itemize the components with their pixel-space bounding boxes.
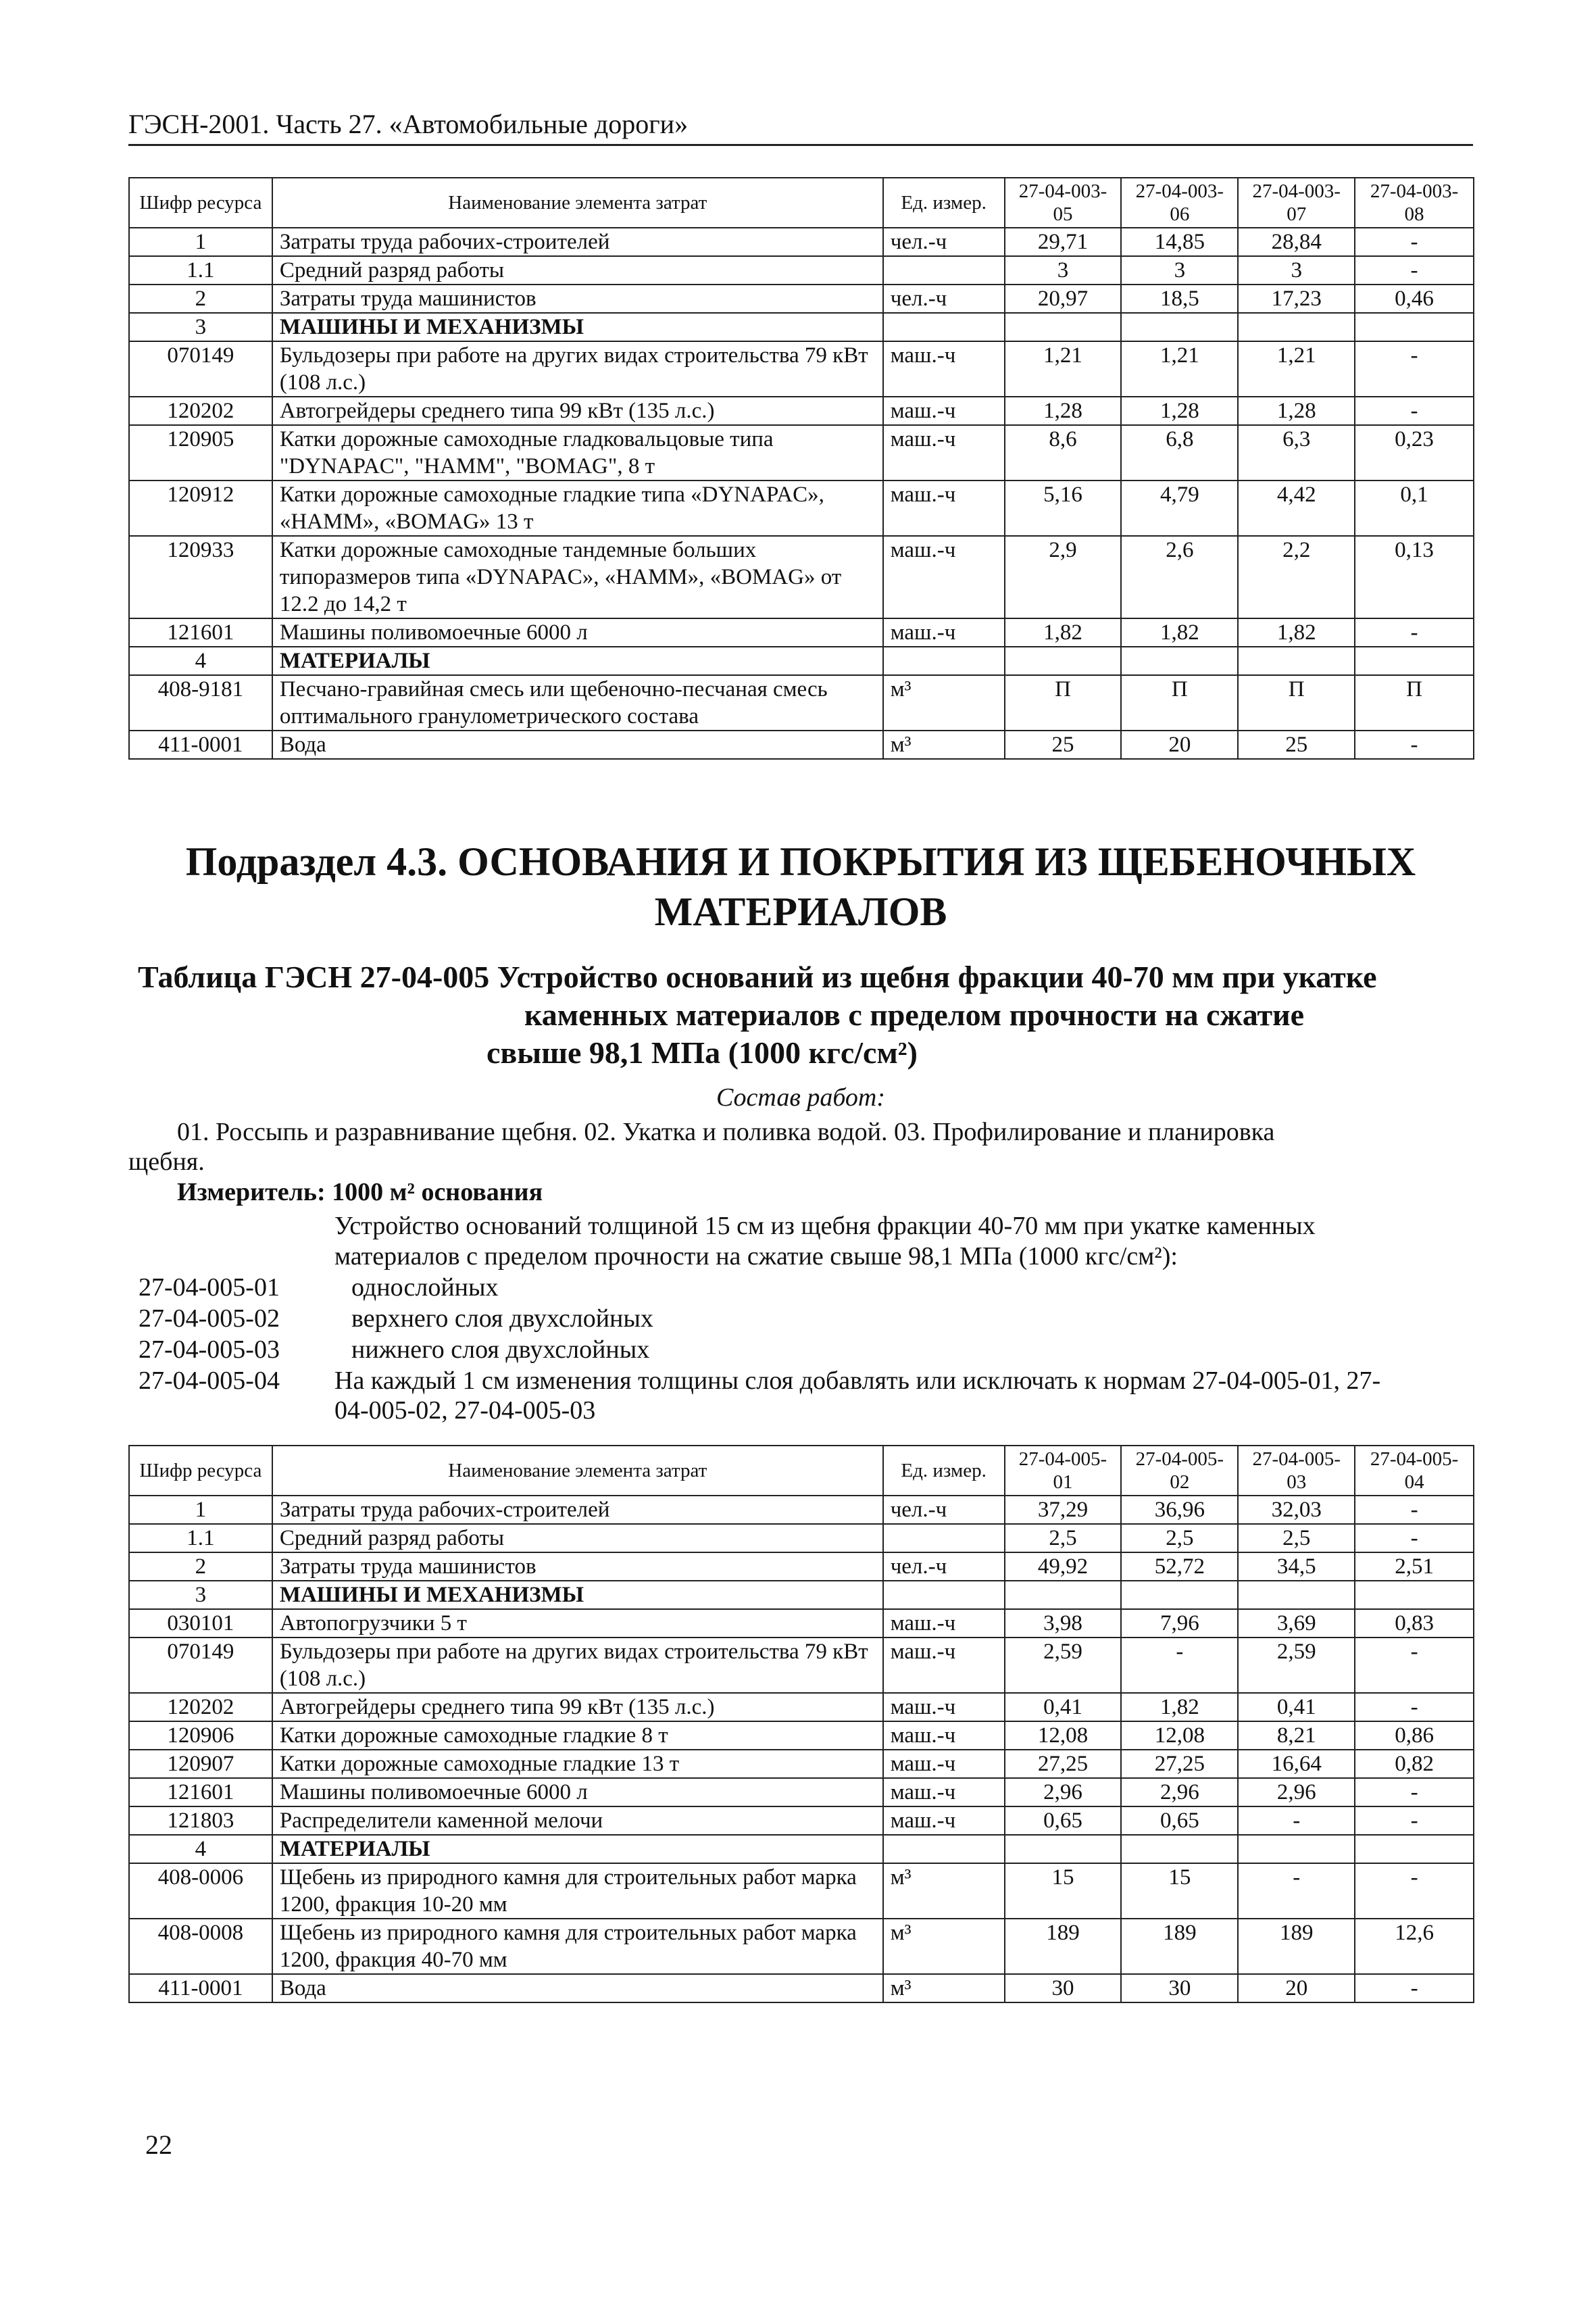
- row-value: 0,46: [1355, 285, 1474, 313]
- row-value: -: [1355, 1974, 1474, 2002]
- row-name: МАШИНЫ И МЕХАНИЗМЫ: [272, 1581, 883, 1609]
- table-row: [129, 1863, 1474, 1919]
- row-value: 3: [1005, 256, 1122, 285]
- row-code: 070149: [129, 341, 272, 397]
- row-value: 0,13: [1355, 536, 1474, 618]
- row-code: 2: [129, 285, 272, 313]
- row-value: 6,3: [1238, 425, 1355, 481]
- row-value: [1238, 647, 1355, 675]
- row-code: 1: [129, 1496, 272, 1524]
- subsection-title-line: Подраздел 4.3. ОСНОВАНИЯ И ПОКРЫТИЯ ИЗ ЩЕБЕНОЧНЫХ: [185, 839, 1416, 884]
- resource-table-27-04-003: [128, 177, 1474, 760]
- row-value: П: [1121, 675, 1238, 731]
- row-value: 2,96: [1238, 1778, 1355, 1806]
- row-name: Катки дорожные самоходные гладкие типа «DYNAPAC», «HAMM», «BOMAG» 13 т: [272, 481, 883, 536]
- row-unit: м³: [883, 731, 1005, 759]
- row-value: 7,96: [1121, 1609, 1238, 1638]
- table-row: [129, 1693, 1474, 1721]
- table-row: [129, 481, 1474, 536]
- works-text-line: щебня.: [128, 1148, 205, 1176]
- row-unit: маш.-ч: [883, 341, 1005, 397]
- col-header-name: Наименование элемента затрат: [272, 1446, 883, 1496]
- row-unit: маш.-ч: [883, 425, 1005, 481]
- row-code: 121601: [129, 618, 272, 647]
- row-value: 4,79: [1121, 481, 1238, 536]
- row-value: 3: [1238, 256, 1355, 285]
- row-name: Затраты труда машинистов: [272, 1552, 883, 1581]
- row-value: П: [1355, 675, 1474, 731]
- table-row: [129, 731, 1474, 759]
- row-value: 0,83: [1355, 1609, 1474, 1638]
- row-unit: м³: [883, 1919, 1005, 1974]
- measure-unit: Измеритель: 1000 м² основания: [177, 1178, 543, 1206]
- works-heading: Состав работ:: [716, 1083, 886, 1112]
- row-value: 25: [1238, 731, 1355, 759]
- row-value: 189: [1238, 1919, 1355, 1974]
- row-value: 32,03: [1238, 1496, 1355, 1524]
- row-code: 070149: [129, 1638, 272, 1693]
- row-value: 1,28: [1238, 397, 1355, 425]
- row-unit: [883, 647, 1005, 675]
- row-code: 408-0008: [129, 1919, 272, 1974]
- page-number: 22: [145, 2130, 172, 2160]
- table-row: [129, 228, 1474, 256]
- table-row: [129, 341, 1474, 397]
- row-value: 15: [1121, 1863, 1238, 1919]
- row-code: 121601: [129, 1778, 272, 1806]
- row-value: 1,82: [1238, 618, 1355, 647]
- row-value: 16,64: [1238, 1750, 1355, 1778]
- row-value: 1,28: [1121, 397, 1238, 425]
- row-code: 120202: [129, 397, 272, 425]
- row-name: Автогрейдеры среднего типа 99 кВт (135 л.с.): [272, 1693, 883, 1721]
- row-value: 189: [1005, 1919, 1122, 1974]
- row-value: -: [1355, 1524, 1474, 1552]
- table-row: [129, 1581, 1474, 1609]
- row-value: 1,82: [1121, 618, 1238, 647]
- row-value: 0,65: [1121, 1806, 1238, 1835]
- row-value: 12,6: [1355, 1919, 1474, 1974]
- row-value: -: [1355, 228, 1474, 256]
- row-value: -: [1355, 1693, 1474, 1721]
- resource-table-27-04-005: [128, 1445, 1474, 2003]
- row-value: 27,25: [1121, 1750, 1238, 1778]
- row-value: -: [1355, 1496, 1474, 1524]
- intro-line: Устройство оснований толщиной 15 см из щебня фракции 40-70 мм при укатке каменных: [334, 1212, 1316, 1240]
- row-value: 2,5: [1121, 1524, 1238, 1552]
- row-name: Средний разряд работы: [272, 1524, 883, 1552]
- row-name: Автогрейдеры среднего типа 99 кВт (135 л.с.): [272, 397, 883, 425]
- row-name: Бульдозеры при работе на других видах строительства 79 кВт (108 л.с.): [272, 1638, 883, 1693]
- row-unit: чел.-ч: [883, 1496, 1005, 1524]
- row-unit: чел.-ч: [883, 1552, 1005, 1581]
- table-row: [129, 1721, 1474, 1750]
- row-value: -: [1355, 256, 1474, 285]
- col-header-norm: 27-04-005-02: [1121, 1446, 1238, 1496]
- row-value: 0,86: [1355, 1721, 1474, 1750]
- row-value: -: [1355, 1778, 1474, 1806]
- row-unit: [883, 1524, 1005, 1552]
- works-text-line: 01. Россыпь и разравнивание щебня. 02. Укатка и поливка водой. 03. Профилирование и планировка: [177, 1118, 1275, 1146]
- row-value: 8,6: [1005, 425, 1122, 481]
- row-value: [1355, 647, 1474, 675]
- col-header-norm: 27-04-005-01: [1005, 1446, 1122, 1496]
- row-value: 0,41: [1238, 1693, 1355, 1721]
- row-value: 2,5: [1238, 1524, 1355, 1552]
- row-unit: маш.-ч: [883, 1638, 1005, 1693]
- row-value: [1005, 1835, 1122, 1863]
- row-code: 411-0001: [129, 731, 272, 759]
- row-value: [1005, 647, 1122, 675]
- row-code: 120906: [129, 1721, 272, 1750]
- row-code: 120933: [129, 536, 272, 618]
- row-code: 4: [129, 647, 272, 675]
- row-value: [1005, 313, 1122, 341]
- row-unit: маш.-ч: [883, 1778, 1005, 1806]
- row-value: П: [1005, 675, 1122, 731]
- row-value: 12,08: [1005, 1721, 1122, 1750]
- row-name: Вода: [272, 1974, 883, 2002]
- row-name: Затраты труда машинистов: [272, 285, 883, 313]
- table-row: [129, 1974, 1474, 2002]
- table-row: [129, 618, 1474, 647]
- col-header-unit: Ед. измер.: [883, 178, 1005, 228]
- row-value: [1355, 1835, 1474, 1863]
- row-name: Катки дорожные самоходные гладковальцовые типа "DYNAPAC", "HAMM", "BOMAG", 8 т: [272, 425, 883, 481]
- row-value: 2,59: [1238, 1638, 1355, 1693]
- table-row: [129, 1750, 1474, 1778]
- row-value: 12,08: [1121, 1721, 1238, 1750]
- row-unit: маш.-ч: [883, 1750, 1005, 1778]
- table-row: [129, 1552, 1474, 1581]
- row-value: -: [1355, 618, 1474, 647]
- row-value: [1121, 1581, 1238, 1609]
- col-header-code: Шифр ресурса: [129, 178, 272, 228]
- row-unit: м³: [883, 1863, 1005, 1919]
- row-value: 3,98: [1005, 1609, 1122, 1638]
- col-header-name: Наименование элемента затрат: [272, 178, 883, 228]
- row-value: 2,5: [1005, 1524, 1122, 1552]
- row-value: 18,5: [1121, 285, 1238, 313]
- row-value: -: [1355, 1638, 1474, 1693]
- row-value: [1005, 1581, 1122, 1609]
- row-unit: чел.-ч: [883, 285, 1005, 313]
- row-value: 2,59: [1005, 1638, 1122, 1693]
- row-value: 15: [1005, 1863, 1122, 1919]
- row-value: -: [1355, 397, 1474, 425]
- col-header-norm: 27-04-003-06: [1121, 178, 1238, 228]
- row-value: -: [1355, 731, 1474, 759]
- row-value: [1238, 1581, 1355, 1609]
- table-row: [129, 675, 1474, 731]
- row-value: 1,28: [1005, 397, 1122, 425]
- row-code: 411-0001: [129, 1974, 272, 2002]
- row-name: Распределители каменной мелочи: [272, 1806, 883, 1835]
- row-code: 408-0006: [129, 1863, 272, 1919]
- row-value: 49,92: [1005, 1552, 1122, 1581]
- table-title: [128, 958, 1473, 1072]
- row-value: 20: [1238, 1974, 1355, 2002]
- row-name: Затраты труда рабочих-строителей: [272, 1496, 883, 1524]
- row-code: 408-9181: [129, 675, 272, 731]
- row-unit: [883, 313, 1005, 341]
- table-row: [129, 1496, 1474, 1524]
- row-value: 25: [1005, 731, 1122, 759]
- row-value: 0,23: [1355, 425, 1474, 481]
- col-header-code: Шифр ресурса: [129, 1446, 272, 1496]
- row-value: П: [1238, 675, 1355, 731]
- row-unit: [883, 256, 1005, 285]
- table-row: [129, 1835, 1474, 1863]
- row-unit: м³: [883, 675, 1005, 731]
- row-name: Машины поливомоечные 6000 л: [272, 1778, 883, 1806]
- row-value: 1,21: [1005, 341, 1122, 397]
- subsection-title: [128, 837, 1473, 937]
- row-name: Катки дорожные самоходные гладкие 8 т: [272, 1721, 883, 1750]
- row-value: 0,82: [1355, 1750, 1474, 1778]
- row-code: 030101: [129, 1609, 272, 1638]
- row-value: 37,29: [1005, 1496, 1122, 1524]
- subsection-title-line: МАТЕРИАЛОВ: [654, 889, 947, 934]
- table-row: [129, 536, 1474, 618]
- row-unit: маш.-ч: [883, 1806, 1005, 1835]
- row-code: 3: [129, 1581, 272, 1609]
- row-code: 120912: [129, 481, 272, 536]
- row-code: 2: [129, 1552, 272, 1581]
- table-row: [129, 1778, 1474, 1806]
- norm-code: 27-04-005-04: [139, 1367, 280, 1395]
- row-value: 29,71: [1005, 228, 1122, 256]
- row-value: 0,41: [1005, 1693, 1122, 1721]
- row-name: Затраты труда рабочих-строителей: [272, 228, 883, 256]
- row-value: [1238, 1835, 1355, 1863]
- row-code: 3: [129, 313, 272, 341]
- row-code: 1.1: [129, 256, 272, 285]
- row-name: Щебень из природного камня для строительных работ марка 1200, фракция 10-20 мм: [272, 1863, 883, 1919]
- row-name: Катки дорожные самоходные гладкие 13 т: [272, 1750, 883, 1778]
- row-name: МАТЕРИАЛЫ: [272, 1835, 883, 1863]
- row-code: 1: [129, 228, 272, 256]
- row-value: 2,9: [1005, 536, 1122, 618]
- row-unit: маш.-ч: [883, 1609, 1005, 1638]
- row-value: 1,21: [1238, 341, 1355, 397]
- col-header-norm: 27-04-005-04: [1355, 1446, 1474, 1496]
- row-code: 120907: [129, 1750, 272, 1778]
- col-header-norm: 27-04-003-07: [1238, 178, 1355, 228]
- row-value: 2,51: [1355, 1552, 1474, 1581]
- row-value: 1,82: [1005, 618, 1122, 647]
- norm-code: 27-04-005-01: [139, 1273, 280, 1302]
- col-header-norm: 27-04-005-03: [1238, 1446, 1355, 1496]
- col-header-norm: 27-04-003-08: [1355, 178, 1474, 228]
- row-value: [1355, 313, 1474, 341]
- row-value: 28,84: [1238, 228, 1355, 256]
- row-value: 2,96: [1121, 1778, 1238, 1806]
- table-row: [129, 1638, 1474, 1693]
- table-row: [129, 1609, 1474, 1638]
- intro-line: материалов с пределом прочности на сжатие свыше 98,1 МПа (1000 кгс/см²):: [334, 1242, 1178, 1271]
- row-value: 52,72: [1121, 1552, 1238, 1581]
- row-value: -: [1121, 1638, 1238, 1693]
- table-title-line: каменных материалов с пределом прочности на сжатие: [524, 998, 1305, 1032]
- norm-description-cont: 04-005-02, 27-04-005-03: [334, 1396, 596, 1425]
- row-value: 2,6: [1121, 536, 1238, 618]
- table-row: [129, 313, 1474, 341]
- row-value: 4,42: [1238, 481, 1355, 536]
- row-name: Бульдозеры при работе на других видах строительства 79 кВт (108 л.с.): [272, 341, 883, 397]
- row-unit: чел.-ч: [883, 228, 1005, 256]
- row-name: МАТЕРИАЛЫ: [272, 647, 883, 675]
- row-value: 0,1: [1355, 481, 1474, 536]
- row-name: Автопогрузчики 5 т: [272, 1609, 883, 1638]
- norm-code: 27-04-005-03: [139, 1335, 280, 1364]
- row-name: Щебень из природного камня для строительных работ марка 1200, фракция 40-70 мм: [272, 1919, 883, 1974]
- table-row: [129, 397, 1474, 425]
- row-value: 27,25: [1005, 1750, 1122, 1778]
- row-value: [1121, 647, 1238, 675]
- table-row: [129, 647, 1474, 675]
- col-header-norm: 27-04-003-05: [1005, 178, 1122, 228]
- row-unit: [883, 1835, 1005, 1863]
- norm-description: однослойных: [351, 1273, 499, 1302]
- table-row: [129, 1919, 1474, 1974]
- row-value: 17,23: [1238, 285, 1355, 313]
- row-name: Вода: [272, 731, 883, 759]
- row-value: [1121, 313, 1238, 341]
- row-code: 1.1: [129, 1524, 272, 1552]
- row-value: 0,65: [1005, 1806, 1122, 1835]
- row-name: Песчано-гравийная смесь или щебеночно-песчаная смесь оптимального гранулометрического состава: [272, 675, 883, 731]
- row-unit: маш.-ч: [883, 618, 1005, 647]
- row-value: 2,2: [1238, 536, 1355, 618]
- table-row: [129, 256, 1474, 285]
- table-title-line: свыше 98,1 МПа (1000 кгс/см²): [487, 1035, 918, 1070]
- row-value: 2,96: [1005, 1778, 1122, 1806]
- row-value: 1,82: [1121, 1693, 1238, 1721]
- row-unit: маш.-ч: [883, 397, 1005, 425]
- row-value: 30: [1005, 1974, 1122, 2002]
- row-code: 121803: [129, 1806, 272, 1835]
- row-value: 1,21: [1121, 341, 1238, 397]
- row-code: 120905: [129, 425, 272, 481]
- row-value: 6,8: [1121, 425, 1238, 481]
- row-code: 120202: [129, 1693, 272, 1721]
- row-unit: маш.-ч: [883, 1721, 1005, 1750]
- row-value: 34,5: [1238, 1552, 1355, 1581]
- norm-description: На каждый 1 см изменения толщины слоя добавлять или исключать к нормам 27-04-005-01, 27-: [334, 1367, 1381, 1395]
- row-unit: маш.-ч: [883, 536, 1005, 618]
- norm-code: 27-04-005-02: [139, 1304, 280, 1333]
- row-value: 20,97: [1005, 285, 1122, 313]
- col-header-unit: Ед. измер.: [883, 1446, 1005, 1496]
- row-value: 36,96: [1121, 1496, 1238, 1524]
- table-row: [129, 285, 1474, 313]
- row-name: Средний разряд работы: [272, 256, 883, 285]
- row-value: -: [1238, 1863, 1355, 1919]
- row-value: -: [1238, 1806, 1355, 1835]
- row-unit: маш.-ч: [883, 481, 1005, 536]
- row-value: [1238, 313, 1355, 341]
- row-value: 3,69: [1238, 1609, 1355, 1638]
- row-code: 4: [129, 1835, 272, 1863]
- norm-description: верхнего слоя двухслойных: [351, 1304, 653, 1333]
- row-value: [1121, 1835, 1238, 1863]
- norm-description: нижнего слоя двухслойных: [351, 1335, 650, 1364]
- table-row: [129, 1524, 1474, 1552]
- row-value: -: [1355, 341, 1474, 397]
- row-value: -: [1355, 1863, 1474, 1919]
- row-unit: [883, 1581, 1005, 1609]
- row-value: 5,16: [1005, 481, 1122, 536]
- row-name: МАШИНЫ И МЕХАНИЗМЫ: [272, 313, 883, 341]
- row-value: 189: [1121, 1919, 1238, 1974]
- row-value: -: [1355, 1806, 1474, 1835]
- row-value: 3: [1121, 256, 1238, 285]
- table-row: [129, 1806, 1474, 1835]
- row-name: Машины поливомоечные 6000 л: [272, 618, 883, 647]
- row-unit: м³: [883, 1974, 1005, 2002]
- row-value: 14,85: [1121, 228, 1238, 256]
- row-name: Катки дорожные самоходные тандемные больших типоразмеров типа «DYNAPAC», «HAMM», «BOMAG» от 12.2 до 14,2 т: [272, 536, 883, 618]
- row-value: 20: [1121, 731, 1238, 759]
- page-header: ГЭСН-2001. Часть 27. «Автомобильные дороги»: [128, 108, 1473, 146]
- table-title-line: Таблица ГЭСН 27-04-005 Устройство оснований из щебня фракции 40-70 мм при укатке: [138, 960, 1377, 994]
- row-value: 8,21: [1238, 1721, 1355, 1750]
- table-row: [129, 425, 1474, 481]
- row-value: 30: [1121, 1974, 1238, 2002]
- row-unit: маш.-ч: [883, 1693, 1005, 1721]
- row-value: [1355, 1581, 1474, 1609]
